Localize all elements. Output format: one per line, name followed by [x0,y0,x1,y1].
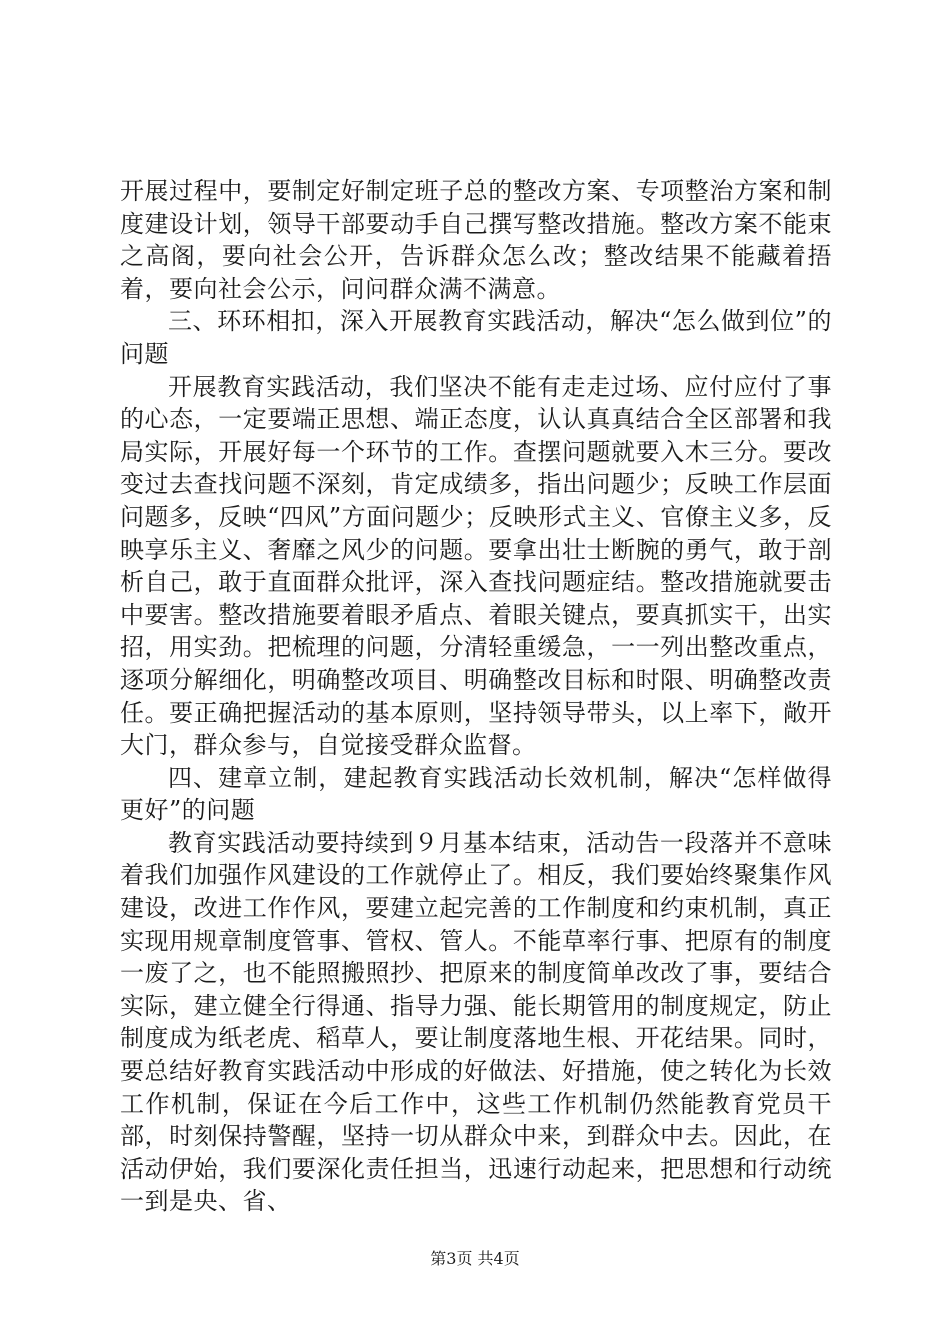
paragraph-continuation: 开展过程中，要制定好制定班子总的整改方案、专项整治方案和制度建设计划，领导干部要动手自己撰写整改措施。整改方案不能束之高阁，要向社会公开，告诉群众怎么改；整改结果不能藏着捂着，要向社会公示，问问群众满不满意。 [120,177,832,303]
section-heading-3: 三、环环相扣，深入开展教育实践活动，解决“怎么做到位”的问题 [120,307,832,368]
paragraph-section-3: 开展教育实践活动，我们坚决不能有走走过场、应付应付了事的心态，一定要端正思想、端正态度，认认真真结合全区部署和我局实际，开展好每一个环节的工作。查摆问题就要入木三分。要改变过去查找问题不深刻，肯定成绩多，指出问题少；反映工作层面问题多，反映“四风”方面问题少；反映形式主义、官僚主义多，反映享乐主义、奢靡之风少的问题。要拿出壮士断腕的勇气，敢于剖析自己，敢于直面群众批评，深入查找问题症结。整改措施就要击中要害。整改措施要着眼矛盾点、着眼关键点，要真抓实干，出实招，用实劲。把梳理的问题，分清轻重缓急，一一列出整改重点，逐项分解细化，明确整改项目、明确整改目标和时限、明确整改责任。要正确把握活动的基本原则，坚持领导带头，以上率下，敞开大门，群众参与，自觉接受群众监督。 [120,372,832,760]
document-body [120,175,832,1218]
section-heading-4: 四、建章立制，建起教育实践活动长效机制，解决“怎样做得更好”的问题 [120,763,832,825]
paragraph-section-4: 教育实践活动要持续到９月基本结束，活动告一段落并不意味着我们加强作风建设的工作就停止了。相反，我们要始终聚集作风建设，改进工作作风，要建立起完善的工作制度和约束机制，真正实现用规章制度管事、管权、管人。不能草率行事、把原有的制度一废了之，也不能照搬照抄、把原来的制度简单改改了事，要结合实际，建立健全行得通、指导力强、能长期管用的制度规定，防止制度成为纸老虎、稻草人，要让制度落地生根、开花结果。同时，要总结好教育实践活动中形成的好做法、好措施，使之转化为长效工作机制，保证在今后工作中，这些工作机制仍然能教育党员干部，时刻保持警醒，坚持一切从群众中来，到群众中去。因此，在活动伊始，我们要深化责任担当，迅速行动起来，把思想和行动统一到是央、省、 [120,828,832,1216]
page-footer: 第3页 共4页 [430,1249,520,1268]
